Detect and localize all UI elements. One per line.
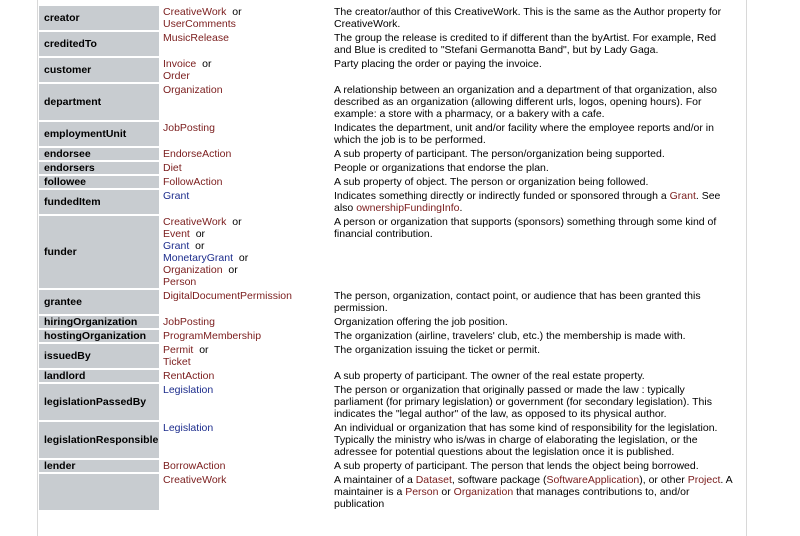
type-link[interactable]: CreativeWork [163, 474, 227, 486]
expected-types [163, 422, 334, 458]
type-line [163, 356, 330, 368]
expected-types [163, 216, 334, 288]
type-line [163, 276, 330, 288]
property-name[interactable] [39, 474, 159, 510]
type-line [163, 162, 330, 174]
property-description [334, 148, 739, 160]
property-name[interactable]: endorsee [39, 148, 159, 160]
type-link[interactable]: JobPosting [163, 122, 215, 134]
description-text: The organization (airline, travelers' club, etc.) the membership is made with. [334, 330, 686, 342]
property-description [334, 290, 739, 314]
table-row [39, 422, 739, 458]
table-row [39, 84, 739, 120]
table-row [39, 384, 739, 420]
description-link[interactable]: Project [687, 474, 721, 486]
expected-types [163, 344, 334, 368]
expected-types [163, 84, 334, 120]
table-row [39, 122, 739, 146]
description-text: ), or other [639, 474, 688, 486]
type-link[interactable]: FollowAction [163, 176, 223, 188]
type-link[interactable]: CreativeWork [163, 6, 227, 18]
expected-types [163, 32, 334, 56]
property-description [334, 384, 739, 420]
type-line [163, 228, 330, 240]
description-link[interactable]: Dataset [415, 474, 452, 486]
type-link[interactable]: DigitalDocumentPermission [163, 290, 292, 302]
description-link[interactable]: Person [405, 486, 439, 498]
expected-types [163, 148, 334, 160]
description-text: An individual or organization that has some kind of responsibility for the legislation. Typically the ministry who is/was in charge of elaborating the legislation, or the adressee for potential questions about the legislation once it is published. [334, 422, 718, 458]
properties-table-body [39, 6, 739, 510]
description-text: A sub property of participant. The person that lends the object being borrowed. [334, 460, 699, 472]
property-name[interactable]: funder [39, 216, 159, 288]
property-name[interactable]: employmentUnit [39, 122, 159, 146]
type-link[interactable]: Ticket [163, 356, 191, 368]
description-text: Organization offering the job position. [334, 316, 508, 328]
property-description [334, 474, 739, 510]
property-name[interactable]: landlord [39, 370, 159, 382]
property-description [334, 6, 739, 30]
description-text: The person, organization, contact point, or audience that has been granted this permission. [334, 290, 701, 314]
property-description [334, 32, 739, 56]
expected-types [163, 384, 334, 420]
description-text: A maintainer of a [334, 474, 416, 486]
table-row [39, 316, 739, 328]
property-description [334, 330, 739, 342]
type-link[interactable]: Diet [163, 162, 182, 174]
expected-types [163, 122, 334, 146]
expected-types [163, 370, 334, 382]
or-separator: or [232, 6, 242, 18]
type-line [163, 6, 330, 18]
or-separator: or [195, 228, 206, 240]
description-text: The organization issuing the ticket or permit. [334, 344, 541, 356]
property-description [334, 216, 739, 288]
table-row [39, 176, 739, 188]
expected-types [163, 290, 334, 314]
property-description [334, 58, 739, 82]
property-name[interactable]: hiringOrganization [39, 316, 159, 328]
property-name[interactable]: endorsers [39, 162, 159, 174]
or-separator: or [202, 58, 212, 70]
expected-types [163, 190, 334, 214]
type-link[interactable]: ProgramMembership [163, 330, 262, 342]
type-line [163, 290, 330, 302]
type-link[interactable]: Grant [163, 190, 190, 202]
description-text: The creator/author of this CreativeWork. This is the same as the Author property for CreativeWork. [334, 6, 722, 30]
property-name[interactable]: creator [39, 6, 159, 30]
type-line [163, 216, 330, 228]
property-name[interactable]: creditedTo [39, 32, 159, 56]
type-line [163, 176, 330, 188]
expected-types [163, 176, 334, 188]
type-link[interactable]: Legislation [163, 422, 214, 434]
property-name[interactable]: legislationPassedBy [39, 384, 159, 420]
or-separator: or [238, 252, 249, 264]
description-text: Indicates something directly or indirectly funded or sponsored through a [334, 190, 670, 202]
table-row [39, 6, 739, 30]
type-line [163, 316, 330, 328]
type-line [163, 264, 330, 276]
description-text: The group the release is credited to if different than the byArtist. For example, Red and Blue is credited to "Stefani Germanotta Band", but by Lady Gaga. [334, 32, 717, 56]
type-line [163, 70, 330, 82]
type-line [163, 58, 330, 70]
description-link[interactable]: Organization [453, 486, 514, 498]
property-name[interactable]: followee [39, 176, 159, 188]
type-line [163, 18, 330, 30]
type-link[interactable]: Grant [163, 240, 190, 252]
type-line [163, 252, 330, 264]
property-description [334, 370, 739, 382]
type-line [163, 384, 330, 396]
description-text: or [438, 486, 454, 498]
or-separator: or [232, 216, 242, 228]
table-row [39, 162, 739, 174]
type-line [163, 190, 330, 202]
property-name[interactable]: legislationResponsible [39, 422, 159, 458]
property-description [334, 162, 739, 174]
type-link[interactable]: Order [163, 70, 190, 82]
description-text: . A maintainer is a [334, 474, 733, 498]
expected-types [163, 474, 334, 510]
type-link[interactable]: Legislation [163, 384, 214, 396]
type-line [163, 240, 330, 252]
properties-table [39, 4, 739, 512]
type-link[interactable]: BorrowAction [163, 460, 226, 472]
property-description [334, 84, 739, 120]
property-name[interactable]: department [39, 84, 159, 120]
type-link[interactable]: Permit [163, 344, 194, 356]
expected-types [163, 316, 334, 328]
or-separator: or [199, 344, 209, 356]
expected-types [163, 162, 334, 174]
type-line [163, 122, 330, 134]
or-separator: or [195, 240, 205, 252]
type-link[interactable]: CreativeWork [163, 216, 227, 228]
type-link[interactable]: Person [163, 276, 197, 288]
description-link[interactable]: Grant [669, 190, 696, 202]
description-text: that manages contributions to, and/or publication [334, 486, 690, 510]
description-text: Indicates the department, unit and/or facility where the employee reports and/or in which the job is to be performed. [334, 122, 714, 146]
property-name[interactable]: grantee [39, 290, 159, 314]
table-row [39, 474, 739, 510]
type-link[interactable]: MusicRelease [163, 32, 229, 44]
expected-types [163, 58, 334, 82]
property-name[interactable]: issuedBy [39, 344, 159, 368]
type-line [163, 344, 330, 356]
type-line [163, 148, 330, 160]
type-link[interactable]: JobPosting [163, 316, 215, 328]
description-text: A relationship between an organization and a department of that organization, also described as an organization (allowing different urls, logos, opening hours). For example: a store with a pharmacy, or a bakery with a cafe. [334, 84, 717, 120]
property-description [334, 460, 739, 472]
table-row [39, 190, 739, 214]
description-link[interactable]: SoftwareApplication [546, 474, 640, 486]
description-text: A person or organization that supports (sponsors) something through some kind of financial contribution. [334, 216, 717, 240]
description-text: A sub property of participant. The owner of the real estate property. [334, 370, 645, 382]
description-text: Party placing the order or paying the invoice. [334, 58, 542, 70]
expected-types [163, 460, 334, 472]
type-line [163, 474, 330, 486]
type-line [163, 422, 330, 434]
table-row [39, 460, 739, 472]
table-row [39, 148, 739, 160]
expected-types [163, 6, 334, 30]
type-line [163, 84, 330, 96]
type-link[interactable]: Invoice [163, 58, 197, 70]
description-text: The person or organization that originally passed or made the law : typically parliament (for primary legislation) or government (for secondary legislation). This indicates the "legal author" of the law, as opposed to its physical author. [334, 384, 712, 420]
property-description [334, 422, 739, 458]
table-row [39, 58, 739, 82]
table-row [39, 290, 739, 314]
description-text: A sub property of object. The person or organization being followed. [334, 176, 649, 188]
type-line [163, 32, 330, 44]
description-text: , software package ( [451, 474, 547, 486]
property-description [334, 176, 739, 188]
type-line [163, 330, 330, 342]
table-row [39, 32, 739, 56]
type-link[interactable]: RentAction [163, 370, 215, 382]
type-link[interactable]: MonetaryGrant [163, 252, 234, 264]
table-row [39, 370, 739, 382]
table-row [39, 330, 739, 342]
type-line [163, 370, 330, 382]
expected-types [163, 330, 334, 342]
description-text: A sub property of participant. The person/organization being supported. [334, 148, 665, 160]
table-row [39, 216, 739, 288]
type-link[interactable]: UserComments [163, 18, 236, 30]
or-separator: or [228, 264, 238, 276]
description-link[interactable]: ownershipFundingInfo [356, 202, 460, 214]
table-row [39, 344, 739, 368]
description-text: . [459, 202, 463, 214]
property-description [334, 190, 739, 214]
property-name[interactable]: customer [39, 58, 159, 82]
description-text: . See also [334, 190, 721, 214]
type-link[interactable]: Organization [163, 84, 223, 96]
property-description [334, 344, 739, 368]
type-link[interactable]: EndorseAction [163, 148, 232, 160]
property-description [334, 316, 739, 328]
type-line [163, 460, 330, 472]
property-name[interactable]: lender [39, 460, 159, 472]
property-description [334, 122, 739, 146]
property-name[interactable]: fundedItem [39, 190, 159, 214]
type-link[interactable]: Organization [163, 264, 223, 276]
property-name[interactable]: hostingOrganization [39, 330, 159, 342]
description-text: People or organizations that endorse the plan. [334, 162, 549, 174]
type-link[interactable]: Event [163, 228, 190, 240]
